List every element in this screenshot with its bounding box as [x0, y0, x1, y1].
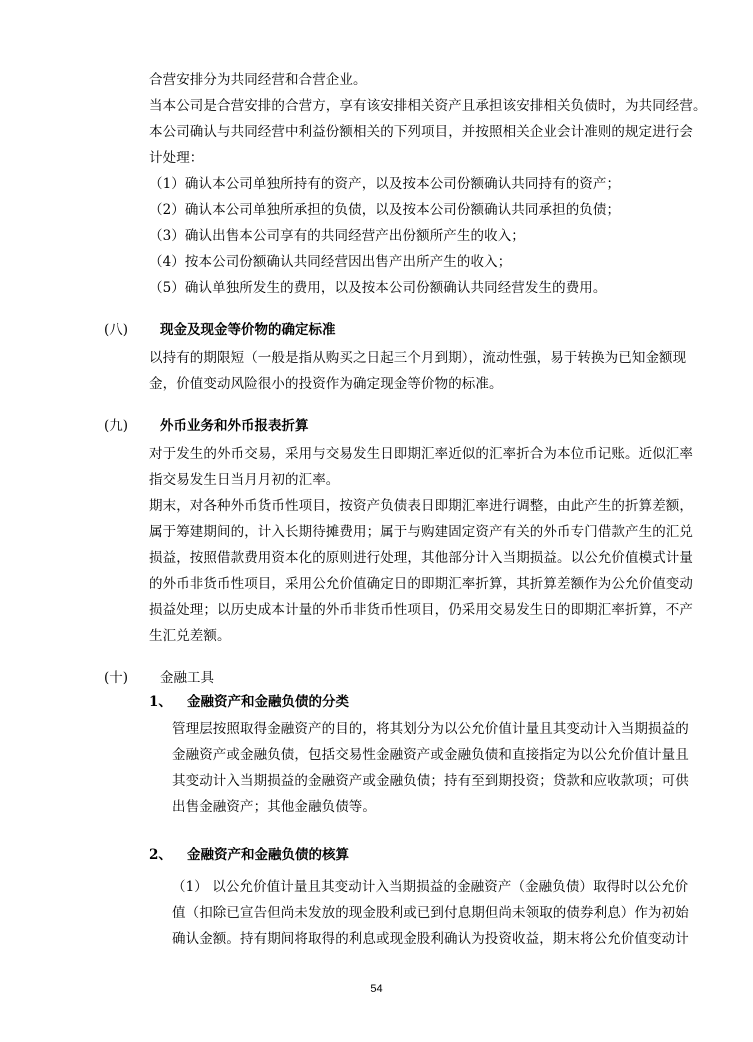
section-number: (九) [104, 418, 129, 434]
text-line: 本公司确认与共同经营中利益份额相关的下列项目，并按照相关企业会计准则的规定进行会 [149, 124, 693, 140]
list-item: （3）确认出售本公司享有的共同经营产出份额所产生的收入； [149, 228, 525, 244]
text-line: 的外币非货币性项目，采用公允价值确定日的即期汇率折算，其折算差额作为公允价值变动 [149, 576, 693, 592]
text-line: 管理层按照取得金融资产的目的，将其划分为以公允价值计量且其变动计入当期损益的 [172, 721, 689, 737]
list-item: （2）确认本公司单独所承担的负债，以及按本公司份额确认共同承担的负债； [149, 202, 621, 218]
text-line: 金，价值变动风险很小的投资作为确定现金等价物的标准。 [149, 376, 503, 392]
section-heading: 现金及现金等价物的确定标准 [160, 322, 336, 338]
page-number: 54 [370, 983, 383, 995]
text-line: 生汇兑差额。 [149, 628, 231, 644]
text-line: 期末，对各种外币货币性项目，按资产负债表日即期汇率进行调整，由此产生的折算差额， [149, 498, 693, 514]
text-line: 当本公司是合营安排的合营方，享有该安排相关资产且承担该安排相关负债时，为共同经营。 [149, 98, 707, 114]
text-line: 对于发生的外币交易，采用与交易发生日即期汇率近似的汇率折合为本位币记账。近似汇率 [149, 446, 693, 462]
subsection-heading: 金融资产和金融负债的核算 [187, 847, 349, 863]
list-item: （1）确认本公司单独所持有的资产，以及按本公司份额确认共同持有的资产； [149, 176, 621, 192]
text-line: 合营安排分为共同经营和合营企业。 [149, 72, 367, 88]
text-line: 金融资产或金融负债，包括交易性金融资产或金融负债和直接指定为以公允价值计量且 [172, 747, 689, 763]
text-line: 以持有的期限短（一般是指从购买之日起三个月到期），流动性强，易于转换为已知金额现 [149, 350, 687, 366]
text-line: 损益处理；以历史成本计量的外币非货币性项目，仍采用交易发生日的即期汇率折算，不产 [149, 602, 693, 618]
text-line: 计处理： [149, 150, 204, 166]
text-line: 指交易发生日当月月初的汇率。 [149, 472, 340, 488]
text-line: 出售金融资产；其他金融负债等。 [172, 799, 376, 815]
section-heading: 外币业务和外币报表折算 [160, 418, 309, 434]
text-line: （1） 以公允价值计量且其变动计入当期损益的金融资产（金融负债）取得时以公允价 [172, 879, 689, 895]
subsection-number: 1、 [149, 694, 172, 710]
section-number: (十) [104, 670, 129, 686]
text-line: 值（扣除已宣告但尚未发放的现金股利或已到付息期但尚未领取的债券利息）作为初始 [172, 905, 689, 921]
text-line: 其变动计入当期损益的金融资产或金融负债；持有至到期投资；贷款和应收款项；可供 [172, 773, 689, 789]
text-line: 属于筹建期间的，计入长期待摊费用；属于与购建固定资产有关的外币专门借款产生的汇兑 [149, 524, 693, 540]
list-item: （4）按本公司份额确认共同经营因出售产出所产生的收入； [149, 254, 512, 270]
subsection-heading: 金融资产和金融负债的分类 [187, 694, 349, 710]
text-line: 确认金额。持有期间将取得的利息或现金股利确认为投资收益，期末将公允价值变动计 [172, 931, 689, 947]
text-line: 损益，按照借款费用资本化的原则进行处理，其他部分计入当期损益。以公允价值模式计量 [149, 550, 693, 566]
subsection-number: 2、 [149, 847, 172, 863]
section-heading: 金融工具 [160, 670, 214, 686]
list-item: （5）确认单独所发生的费用，以及按本公司份额确认共同经营发生的费用。 [149, 280, 607, 296]
section-number: (八) [104, 322, 129, 338]
